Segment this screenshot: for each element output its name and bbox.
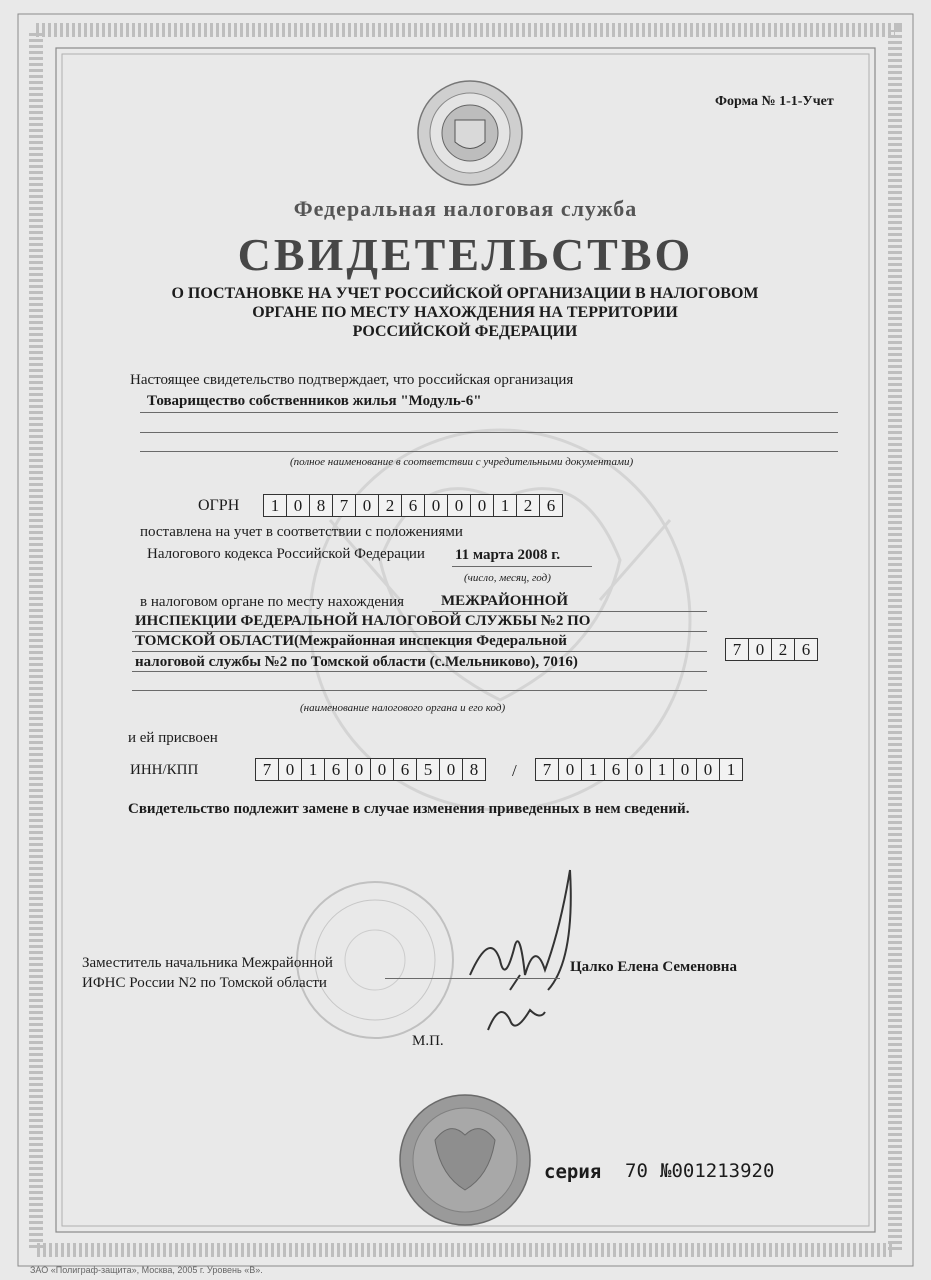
digit-cell: 2 [772,639,795,660]
digit-cell: 1 [582,759,605,780]
digit-cell: 0 [674,759,697,780]
digit-cell: 0 [440,759,463,780]
divider [132,690,707,691]
replacement-notice: Свидетельство подлежит замене в случае изменения приведенных в нем сведений. [128,801,690,817]
digit-cell: 5 [417,759,440,780]
organization-name: Товарищество собственников жилья "Модуль-6" [147,393,482,409]
date-hint: (число, месяц, год) [464,572,551,584]
inn-kpp-label: ИНН/КПП [130,762,199,778]
subtitle-line: РОССИЙСКОЙ ФЕДЕРАЦИИ [352,323,578,340]
digit-cell: 6 [325,759,348,780]
kpp-digit-boxes [535,758,743,781]
digit-cell: 1 [726,760,736,779]
digit-cell: 0 [348,759,371,780]
digit-cell: 6 [605,759,628,780]
form-number: Форма № 1-1-Учет [715,94,834,109]
registration-date: 11 марта 2008 г. [455,547,561,563]
ogrn-label: ОГРН [198,497,240,514]
digit-cell: 7 [726,639,749,660]
digit-cell: 0 [279,759,302,780]
signature-line [385,978,560,979]
series-value: 70 [625,1160,648,1182]
authority-code-boxes [725,638,818,661]
digit-cell: 7 [536,759,559,780]
digit-cell: 1 [264,495,287,516]
divider [132,671,707,672]
org-name-hint: (полное наименование в соответствии с учредительными документами) [290,456,634,468]
authority-intro: в налоговом органе по месту нахождения [140,594,405,610]
subtitle-line: ОРГАНЕ ПО МЕСТУ НАХОЖДЕНИЯ НА ТЕРРИТОРИИ [252,304,678,321]
certificate-number: №001213920 [660,1160,775,1182]
tax-code-text: Налогового кодекса Российской Федерации [147,546,425,562]
digit-cell: 0 [697,759,720,780]
digit-cell: 7 [333,495,356,516]
series-label: серия [544,1161,602,1183]
digit-cell: 1 [302,759,325,780]
digit-cell: 6 [394,759,417,780]
digit-cell: 6 [801,640,811,659]
printer-line: ЗАО «Полиграф-защита», Москва, 2005 г. Уровень «В». [30,1265,263,1275]
signer-position: Заместитель начальника Межрайонной [82,955,333,971]
authority-line: ТОМСКОЙ ОБЛАСТИ(Межрайонная инспекция Федеральной [135,633,567,649]
divider [452,566,592,567]
digit-cell: 0 [448,495,471,516]
digit-cell: 8 [469,760,479,779]
stamp-place: М.П. [412,1033,444,1049]
divider [140,412,838,413]
divider [132,651,707,652]
subtitle-line: О ПОСТАНОВКЕ НА УЧЕТ РОССИЙСКОЙ ОРГАНИЗАЦИИ В НАЛОГОВОМ [171,285,759,302]
authority-line: налоговой службы №2 по Томской области (с.Мельниково), 7016) [135,654,578,670]
digit-cell: 6 [546,496,556,515]
certificate-subtitle [140,284,790,341]
digit-cell: 7 [256,759,279,780]
digit-cell: 8 [310,495,333,516]
signer-position: ИФНС России N2 по Томской области [82,975,327,991]
inn-digit-boxes [255,758,486,781]
authority-line: ИНСПЕКЦИИ ФЕДЕРАЛЬНОЙ НАЛОГОВОЙ СЛУЖБЫ №2 ПО [135,613,591,629]
hologram-eagle-seal-icon [400,1095,530,1225]
hologram-seal-icon [418,81,522,185]
digit-cell: 0 [559,759,582,780]
digit-cell: 0 [356,495,379,516]
digit-cell: 0 [425,495,448,516]
digit-cell: 0 [749,639,772,660]
digit-cell: 1 [651,759,674,780]
handwritten-signature [470,870,571,1030]
confirm-text: Настоящее свидетельство подтверждает, что российская организация [130,372,574,388]
digit-cell: 1 [494,495,517,516]
service-name: Федеральная налоговая служба [293,196,638,221]
signer-name: Цалко Елена Семеновна [570,959,737,975]
digit-cell: 0 [628,759,651,780]
digit-cell: 2 [379,495,402,516]
divider [132,631,707,632]
digit-cell: 0 [471,495,494,516]
digit-cell: 2 [517,495,540,516]
authority-line: МЕЖРАЙОННОЙ [441,593,569,609]
inn-kpp-separator: / [512,761,517,780]
authority-hint: (наименование налогового органа и его код) [300,702,506,714]
divider [140,432,838,433]
digit-cell: 0 [371,759,394,780]
assigned-text: и ей присвоен [128,730,218,746]
digit-cell: 0 [287,495,310,516]
registered-text: поставлена на учет в соответствии с положениями [140,524,463,540]
divider [140,451,838,452]
ogrn-digit-boxes [263,494,563,517]
digit-cell: 6 [402,495,425,516]
divider [432,611,707,612]
certificate-title: СВИДЕТЕЛЬСТВО [237,229,694,280]
